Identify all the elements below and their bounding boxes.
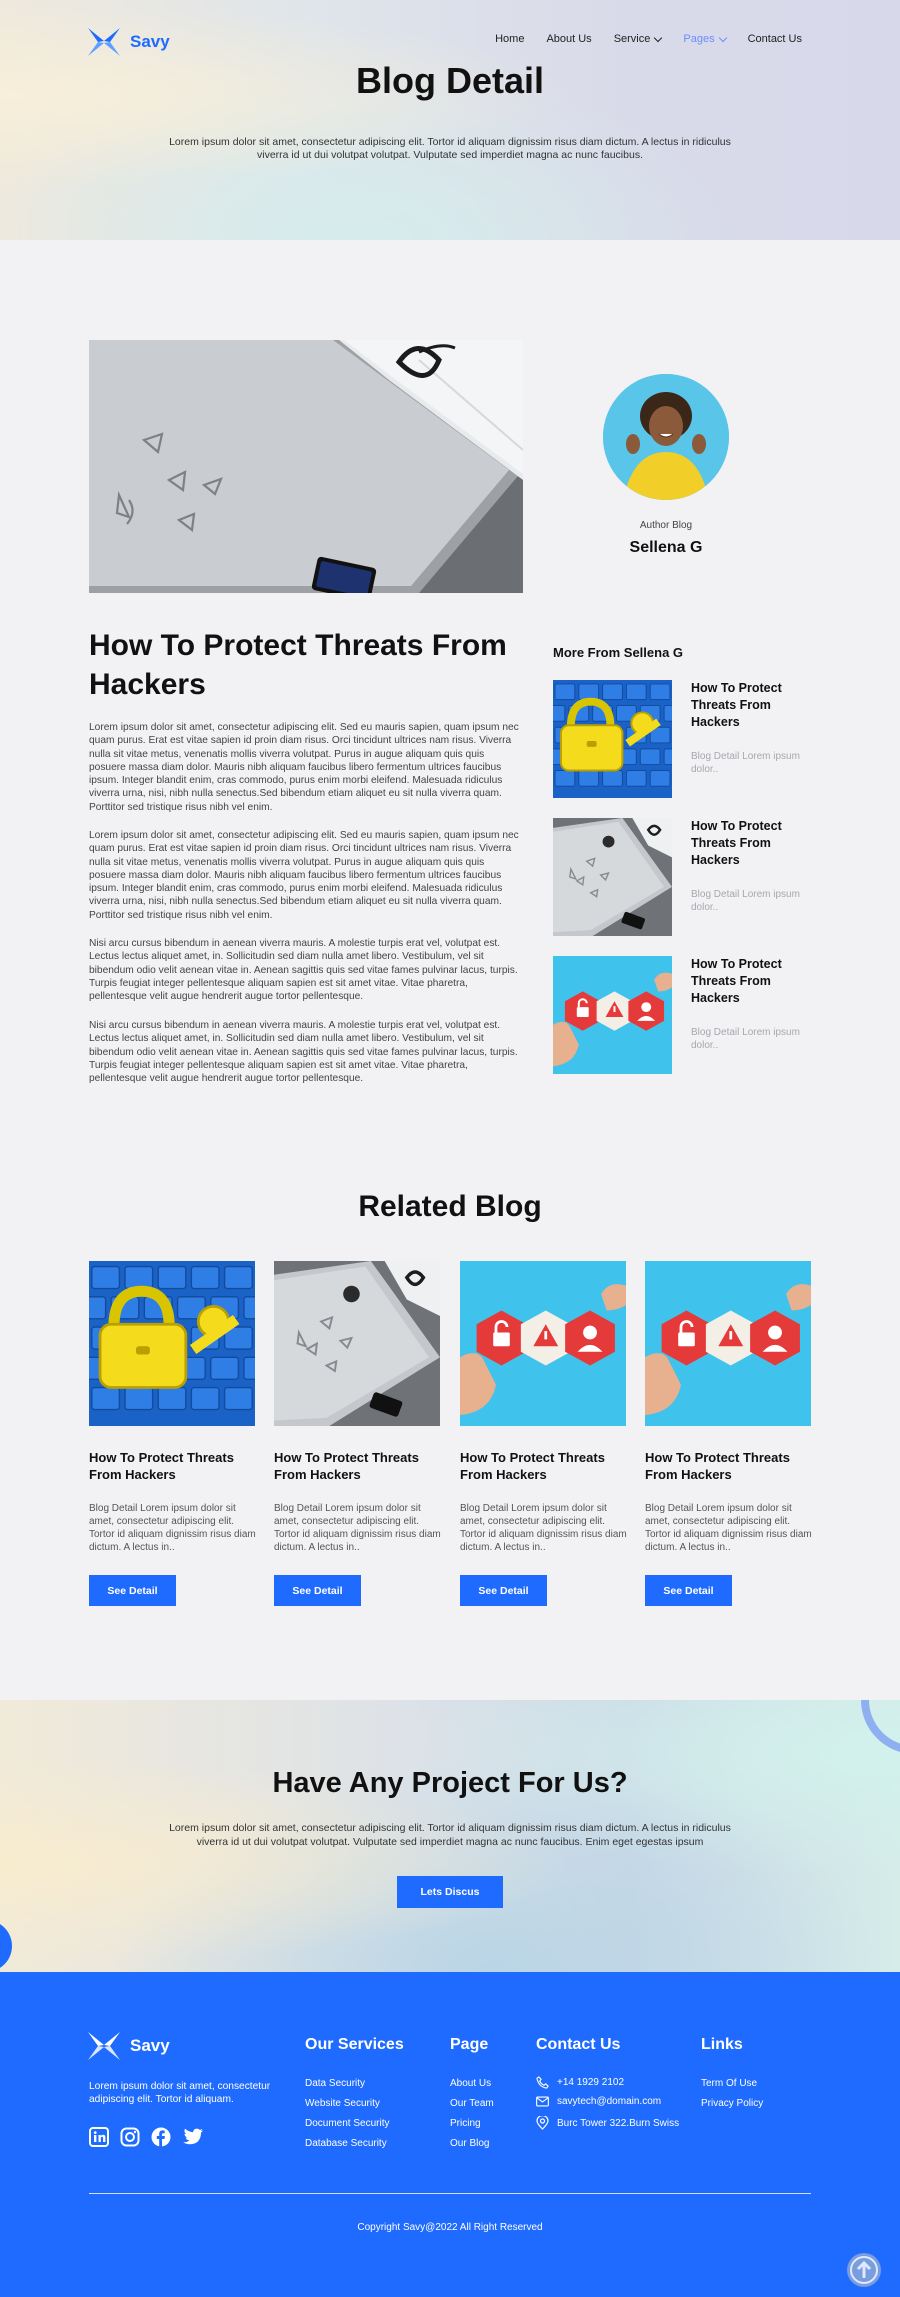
related-card-image[interactable] [89, 1261, 255, 1426]
nav-contact-us[interactable] [748, 33, 802, 45]
see-detail-button[interactable]: See Detail [89, 1575, 176, 1606]
related-card-text: Blog Detail Lorem ipsum dolor sit amet, consectetur adipiscing elit. Tortor id aliquam dignissim risus diam dictum. A lectus in.. [645, 1503, 812, 1553]
nav-about-label: About Us [546, 33, 592, 45]
twitter-icon[interactable] [182, 2127, 202, 2147]
footer [0, 1972, 900, 2297]
nav-about-us[interactable] [546, 33, 591, 45]
related-blog-heading: Related Blog [358, 1190, 542, 1223]
more-item-text: Blog Detail Lorem ipsum dolor.. [691, 751, 800, 775]
copyright: Copyright Savy@2022 All Right Reserved [357, 2222, 543, 2233]
author-avatar[interactable] [603, 374, 729, 500]
location-pin-icon [536, 2116, 549, 2130]
more-item-title[interactable]: How To Protect Threats From Hackers [691, 819, 782, 867]
cta-description: Lorem ipsum dolor sit amet, consectetur adipiscing elit. Tortor id aliquam dignissim risus diam dictum. A lectus in ridiculus viverra id ut dui volutpat volutpat. Vulputate sed imperdiet magna ac nunc faucibus. Enim eget egestas ipsum [169, 1822, 731, 1848]
nav-service-label: Service [613, 33, 651, 45]
footer-link[interactable]: Website Security [305, 2098, 380, 2109]
related-card-image[interactable] [460, 1261, 626, 1426]
related-card-text: Blog Detail Lorem ipsum dolor sit amet, consectetur adipiscing elit. Tortor id aliquam dignissim risus diam dictum. A lectus in.. [274, 1503, 441, 1553]
nav-home-label: Home [495, 33, 525, 45]
related-card-title[interactable]: How To Protect Threats From Hackers [645, 1450, 790, 1482]
more-item-image[interactable] [553, 956, 672, 1074]
footer-link[interactable]: Term Of Use [701, 2078, 758, 2089]
related-card-image[interactable] [274, 1261, 440, 1426]
chevron-down-icon [654, 33, 662, 41]
footer-link[interactable]: Privacy Policy [701, 2098, 764, 2109]
article-paragraph: Nisi arcu cursus bibendum in aenean viverra mauris. A molestie turpis erat vel, volutpat est. Lectus lectus aliquet amet, in. Sollicitudin sed diam nulla amet libero. Vestibulum, vel sit bibendum odio velit aenean vitae in. Aenean sagittis quis sed vitae fames pulvinar lacus, turpis. Turpis feugiat integer pellentesque aliquam sapien est sit amet vitae. Vitae pharetra, pellentesque velit augue hendrerit augue tortor pellentesque. [89, 1020, 518, 1085]
more-item-text: Blog Detail Lorem ipsum dolor.. [691, 889, 800, 913]
hero-section [0, 0, 900, 240]
page-title: Blog Detail [355, 60, 544, 101]
footer-link[interactable]: Data Security [305, 2078, 366, 2089]
see-detail-button[interactable]: See Detail [645, 1575, 732, 1606]
more-item-text: Blog Detail Lorem ipsum dolor.. [691, 1027, 800, 1051]
footer-brand-name: Savy [130, 2036, 170, 2055]
footer-about: Lorem ipsum dolor sit amet, consectetur adipiscing elit. Tortor id aliquam. [89, 2081, 271, 2105]
footer-link[interactable]: Database Security [305, 2138, 387, 2149]
footer-link[interactable]: Pricing [450, 2118, 481, 2129]
nav-pages-label: Pages [683, 33, 715, 45]
more-item-image[interactable] [553, 818, 672, 936]
author-name[interactable]: Sellena G [629, 539, 703, 556]
nav-home[interactable] [495, 33, 524, 45]
lets-discus-button[interactable]: Lets Discus [397, 1876, 503, 1908]
decorative-circle [0, 1920, 12, 1972]
more-item-title[interactable]: How To Protect Threats From Hackers [691, 681, 782, 729]
brand-name: Savy [130, 32, 170, 51]
footer-link[interactable]: About Us [450, 2078, 492, 2089]
article-hero-image [89, 340, 523, 593]
nav-service[interactable] [614, 33, 662, 45]
cta-section [0, 1700, 900, 1972]
back-to-top-button[interactable] [847, 2253, 881, 2287]
nav-contact-label: Contact Us [747, 33, 802, 45]
related-card-text: Blog Detail Lorem ipsum dolor sit amet, consectetur adipiscing elit. Tortor id aliquam dignissim risus diam dictum. A lectus in.. [460, 1503, 627, 1553]
footer-link[interactable]: Our Team [450, 2098, 494, 2109]
facebook-icon[interactable] [151, 2127, 171, 2147]
more-from-heading: More From Sellena G [553, 645, 684, 660]
brand-logo[interactable] [88, 28, 170, 56]
contact-phone[interactable] [536, 2076, 624, 2089]
footer-logo[interactable] [88, 2032, 170, 2060]
phone-icon [536, 2076, 549, 2089]
email-text: savytech@domain.com [557, 2096, 662, 2107]
hero-description: Lorem ipsum dolor sit amet, consectetur adipiscing elit. Tortor id aliquam dignissim risus diam dictum. A lectus in ridiculus viverra id ut dui volutpat volutpat. Vulputate sed imperdiet magna ac nunc faucibus. [169, 136, 731, 161]
decorative-ring-icon [855, 1700, 900, 1760]
chevron-down-icon [718, 33, 726, 41]
nav-pages[interactable] [683, 33, 725, 45]
footer-contact-title: Contact Us [536, 2036, 621, 2053]
cta-title: Have Any Project For Us? [272, 1767, 628, 1799]
article-paragraph: Nisi arcu cursus bibendum in aenean viverra mauris. A molestie turpis erat vel, volutpat est. Lectus lectus aliquet amet, in. Sollicitudin sed diam nulla amet libero. Vestibulum, vel sit bibendum odio velit aenean vitae in. Aenean sagittis quis sed vitae fames pulvinar lacus, turpis. Turpis feugiat integer pellentesque aliquam sapien est sit amet vitae. Vitae pharetra, pellentesque velit augue hendrerit augue tortor pellentesque. [89, 938, 518, 1003]
mail-icon [536, 2096, 549, 2107]
related-card-text: Blog Detail Lorem ipsum dolor sit amet, consectetur adipiscing elit. Tortor id aliquam dignissim risus diam dictum. A lectus in.. [89, 1503, 256, 1553]
related-card-title[interactable]: How To Protect Threats From Hackers [460, 1450, 605, 1482]
related-card-title[interactable]: How To Protect Threats From Hackers [274, 1450, 419, 1482]
logo-icon [88, 2032, 120, 2060]
see-detail-button[interactable]: See Detail [460, 1575, 547, 1606]
see-detail-button[interactable]: See Detail [274, 1575, 361, 1606]
contact-address [536, 2116, 679, 2130]
footer-link[interactable]: Our Blog [450, 2138, 490, 2149]
footer-services-title: Our Services [305, 2036, 404, 2053]
footer-link[interactable]: Document Security [305, 2118, 390, 2129]
more-item-title[interactable]: How To Protect Threats From Hackers [691, 957, 782, 1005]
footer-divider [89, 2193, 811, 2194]
footer-links-title: Links [701, 2036, 743, 2053]
logo-icon [88, 28, 120, 56]
contact-email[interactable] [536, 2096, 661, 2107]
footer-page-title: Page [450, 2036, 489, 2053]
main-nav [495, 33, 802, 45]
article-title: How To Protect Threats From Hackers [89, 629, 507, 701]
related-card-image[interactable] [645, 1261, 811, 1426]
instagram-icon[interactable] [120, 2127, 140, 2147]
linkedin-icon[interactable] [89, 2127, 109, 2147]
address-text: Burc Tower 322.Burn Swiss [557, 2117, 680, 2129]
article-paragraph: Lorem ipsum dolor sit amet, consectetur adipiscing elit. Sed eu mauris sapien, quam ipsum nec quam purus. Erat est vitae sapien id proin diam risus. Orci tincidunt ultrices nam risus. Viverra nulla sit vitae metus, venenatis mollis viverra volutpat. Purus in augue aliquam quis quis posuere massa diam dolor. Mauris nibh aliquam faucibus libero fermentum ultrices faucibus ipsum. Integer blandit enim, cras commodo, purus enim morbi eleifend. Malesuada ridiculus viverra urna, nisi, nibh nulla senectus.Sed bibendum etiam aliquet eu sit nulla viverra quam. Porttitor sed tristique risus nibh vel enim. [89, 830, 519, 921]
phone-text: +14 1929 2102 [557, 2077, 625, 2088]
related-card-title[interactable]: How To Protect Threats From Hackers [89, 1450, 234, 1482]
article-paragraph: Lorem ipsum dolor sit amet, consectetur adipiscing elit. Sed eu mauris sapien, quam ipsum nec quam purus. Erat est vitae sapien id proin diam risus. Orci tincidunt ultrices nam risus. Viverra nulla sit vitae metus, venenatis mollis viverra volutpat. Purus in augue aliquam quis quis posuere massa diam dolor. Mauris nibh aliquam faucibus libero fermentum ultrices faucibus ipsum. Integer blandit enim, cras commodo, purus enim morbi eleifend. Malesuada ridiculus viverra urna, nisi, nibh nulla senectus.Sed bibendum etiam aliquet eu sit nulla viverra quam. Porttitor sed tristique risus nibh vel enim. [89, 722, 519, 813]
more-item-image[interactable] [553, 680, 672, 798]
arrow-up-icon [847, 2253, 881, 2287]
author-label: Author Blog [639, 520, 693, 531]
